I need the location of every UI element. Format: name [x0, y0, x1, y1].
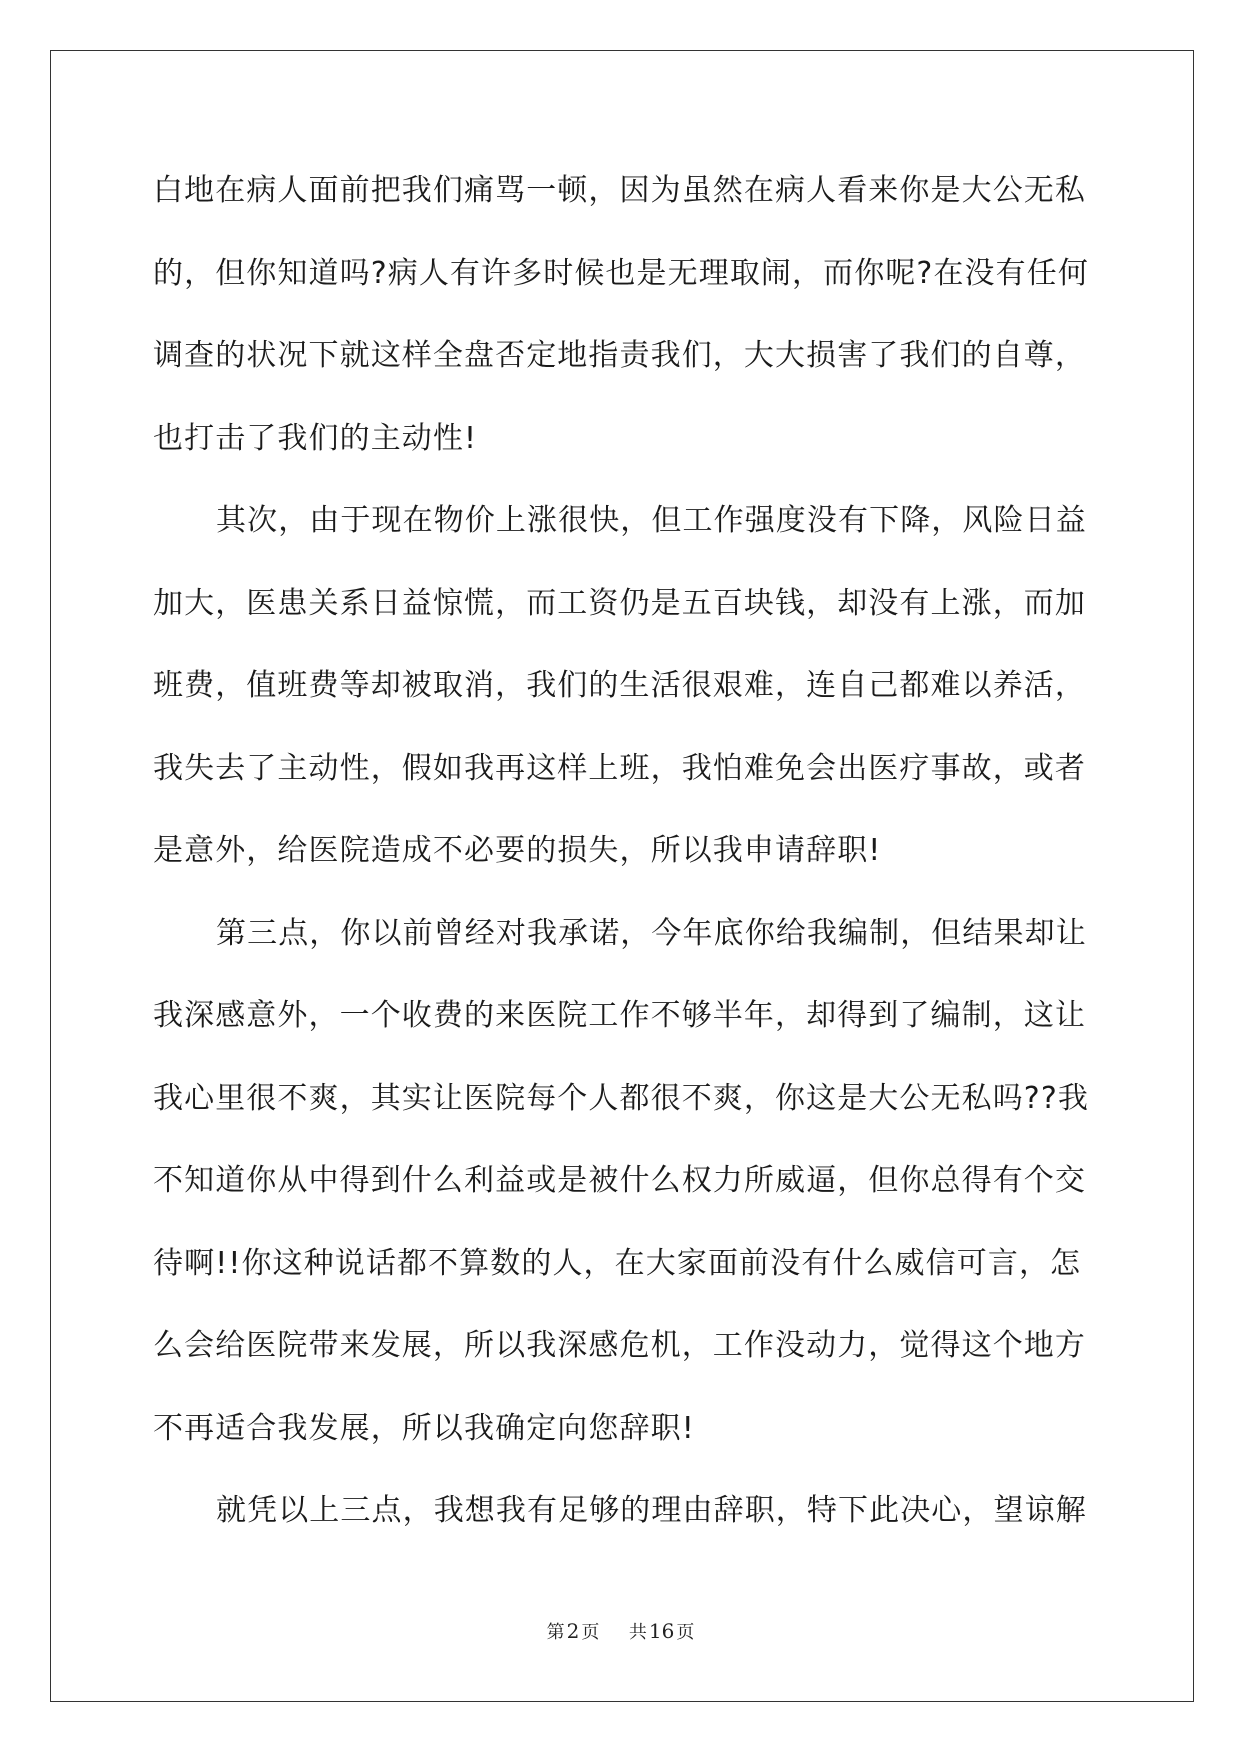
text-line: 白地在病人面前把我们痛骂一顿，因为虽然在病人看来你是大公无私 [153, 173, 1086, 208]
text-line: 是意外，给医院造成不必要的损失，所以我申请辞职! [153, 833, 882, 868]
text-line: 不知道你从中得到什么利益或是被什么权力所威逼，但你总得有个交 [153, 1163, 1086, 1198]
total-pages [629, 1618, 694, 1644]
text-line: 班费，值班费等却被取消，我们的生活很艰难，连自己都难以养活， [153, 668, 1086, 703]
document-body [153, 163, 1093, 1566]
text-line: 的，但你知道吗?病人有许多时候也是无理取闹，而你呢?在没有任何 [153, 255, 1089, 291]
page-prefix: 第 [546, 1622, 565, 1643]
text-line: 我深感意外，一个收费的来医院工作不够半年，却得到了编制，这让 [153, 998, 1086, 1033]
total-pages-number: 16 [648, 1619, 675, 1643]
total-suffix: 页 [676, 1622, 695, 1643]
text-line: 么会给医院带来发展，所以我深感危机，工作没动力，觉得这个地方 [153, 1328, 1086, 1363]
text-line: 我心里很不爽，其实让医院每个人都很不爽，你这是大公无私吗??我 [153, 1080, 1089, 1116]
text-line: 第三点，你以前曾经对我承诺，今年底你给我编制，但结果却让 [216, 915, 1087, 951]
page-number [547, 1618, 600, 1644]
total-prefix: 共 [628, 1622, 647, 1643]
text-line: 不再适合我发展，所以我确定向您辞职! [153, 1410, 695, 1446]
text-line: 其次，由于现在物价上涨很快，但工作强度没有下降，风险日益 [216, 503, 1087, 538]
current-page-number: 2 [566, 1619, 580, 1643]
text-line: 调查的状况下就这样全盘否定地指责我们，大大损害了我们的自尊， [153, 338, 1086, 373]
page-footer [0, 1618, 1241, 1644]
text-line: 就凭以上三点，我想我有足够的理由辞职，特下此决心，望谅解 [216, 1493, 1087, 1528]
text-line: 也打击了我们的主动性! [153, 420, 478, 456]
page-suffix: 页 [581, 1622, 600, 1643]
text-line: 我失去了主动性，假如我再这样上班，我怕难免会出医疗事故，或者 [153, 750, 1086, 786]
text-line: 待啊!!你这种说话都不算数的人，在大家面前没有什么威信可言，怎 [153, 1245, 1082, 1281]
text-line: 加大，医患关系日益惊慌，而工资仍是五百块钱，却没有上涨，而加 [153, 585, 1086, 621]
